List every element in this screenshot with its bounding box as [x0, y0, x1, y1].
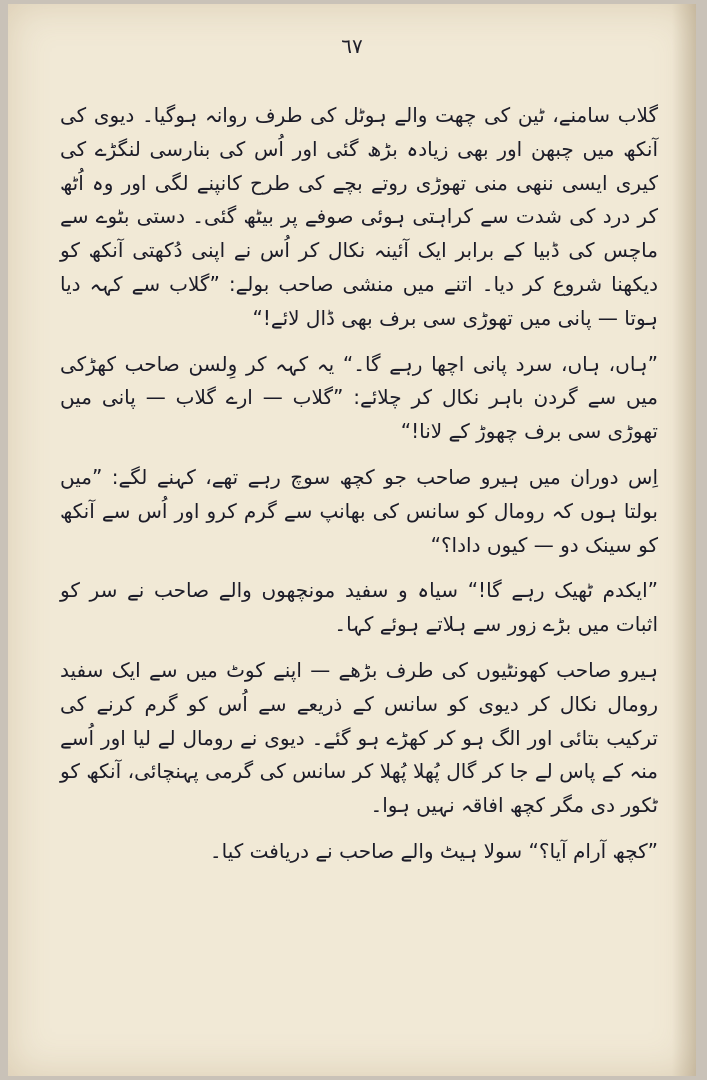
paragraph-2: ”ہاں، ہاں، سرد پانی اچھا رہے گا۔“ یہ کہہ کر وِلسن صاحب کھڑکی میں سے گردن باہر نکال کر چلائے: ”گلاب — ارے گلاب — پانی میں تھوڑی سی برف چھوڑ کے لانا!“ [60, 351, 658, 444]
page-body [60, 99, 658, 1056]
book-page [8, 4, 696, 1076]
page-number: ٦٧ [341, 34, 363, 58]
paragraph-5: ہیرو صاحب کھونٹیوں کی طرف بڑھے — اپنے کوٹ میں سے ایک سفید رومال نکال کر دیوی کو سانس کے ذریعے سے اُس کو گرم کرنے کی ترکیب بتائی اور الگ ہو کر کھڑے ہو گئے۔ دیوی نے رومال لے لیا اور اُسے منہ کے پاس لے جا کر گال پُھلا پُھلا کر سانس کی گرمی پہنچائی، آنکھ کو ٹکور دی مگر کچھ افاقہ نہیں ہوا۔ [60, 657, 658, 818]
paragraph-6: ”کچھ آرام آیا؟“ سولا ہیٹ والے صاحب نے دریافت کیا۔ [209, 838, 658, 863]
paragraph-1: گلاب سامنے، ٹین کی چھت والے ہوٹل کی طرف روانہ ہوگیا۔ دیوی کی آنکھ میں چبھن اور بھی زیادہ بڑھ گئی اور اُس کی بنارسی لنگڑے کی کیری ایسی ننھی منی تھوڑی روتے بچے کی طرح کانپنے لگی اور وہ اُٹھ کر درد کی شدت سے کراہتی ہوئی صوفے پر بیٹھ گئی۔ دستی بٹوے سے ماچس کی ڈبیا کے برابر ایک آئینہ نکال کر اُس نے اپنی دُکھتی آنکھ کو دیکھنا شروع کر دیا۔ اتنے میں منشی صاحب بولے: ”گلاب سے کہہ دیا ہوتا — پانی میں تھوڑی سی برف بھی ڈال لائے!“ [60, 103, 658, 330]
page-edge-shadow [672, 4, 696, 1076]
paragraph-4: ”ایکدم ٹھیک رہے گا!“ سیاہ و سفید مونچھوں والے صاحب نے سر کو اثبات میں بڑے زور سے ہلاتے ہوئے کہا۔ [60, 578, 658, 637]
paragraph-3: اِس دوران میں ہیرو صاحب جو کچھ سوچ رہے تھے، کہنے لگے: ”میں بولتا ہوں کہ رومال کو سانس کی بھانپ سے گرم کرو اور اُس سے آنکھ کو سینک دو — کیوں دادا؟“ [60, 464, 658, 557]
